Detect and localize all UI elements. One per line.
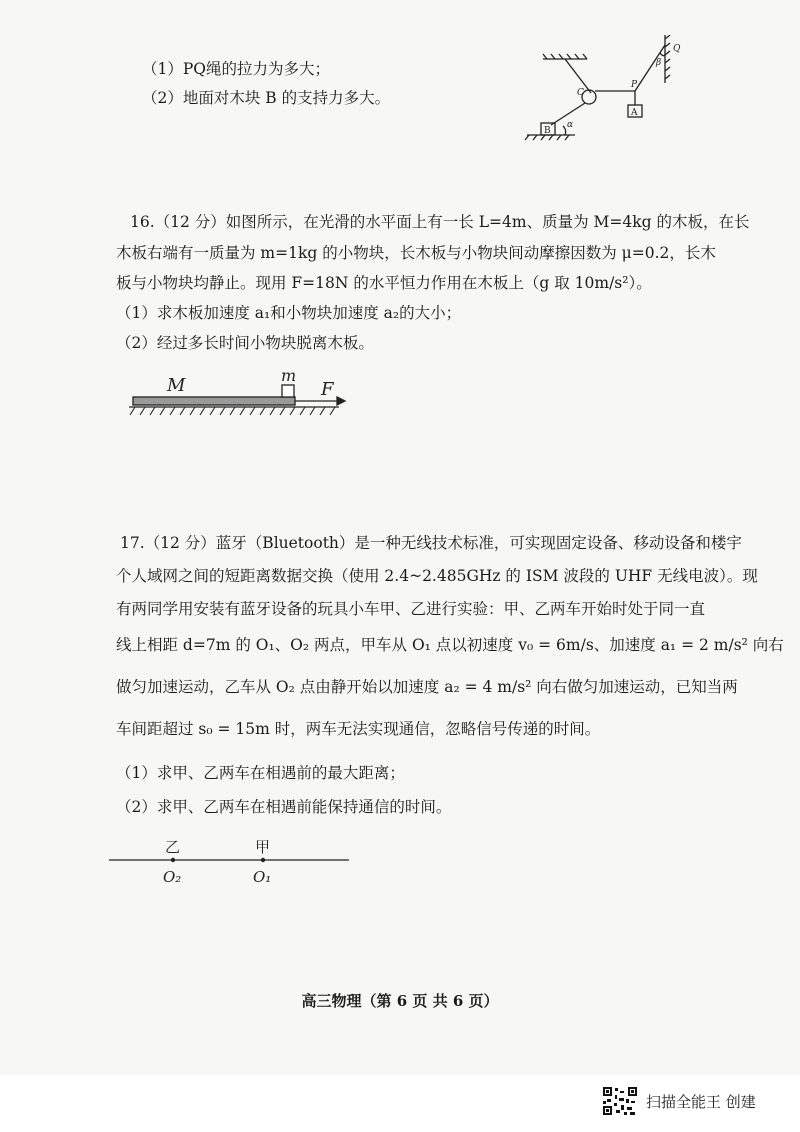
q17-line1: 17.（12 分）蓝牙（Bluetooth）是一种无线技术标准，可实现固定设备、移动设备和楼宇 (120, 534, 742, 552)
q16-part1: （1）求木板加速度 a₁和小物块加速度 a₂的大小； (116, 304, 462, 322)
watermark-text: 扫描全能王 创建 (646, 1092, 756, 1111)
label-beta: β (656, 58, 662, 68)
q17-line2: 个人域网之间的短距离数据交换（使用 2.4~2.485GHz 的 ISM 波段的 UHF 无线电波）。现 (116, 567, 758, 585)
label-alpha: α (567, 120, 574, 130)
q15-part2: （2）地面对木块 B 的支持力多大。 (142, 89, 391, 107)
q16-line1: 16.（12 分）如图所示，在光滑的水平面上有一长 L=4m、质量为 M=4kg 的木板，在长 (130, 213, 750, 231)
q16-figure (125, 365, 355, 425)
label-b: B (544, 126, 551, 136)
label-yi: 乙 (165, 838, 181, 856)
label-m: m (281, 366, 297, 385)
label-a: A (631, 108, 638, 118)
label-p: P (631, 80, 638, 90)
label-M: M (167, 375, 186, 396)
label-F: F (321, 379, 334, 400)
q16-part2: （2）经过多长时间小物块脱离木板。 (116, 334, 374, 352)
q17-figure (105, 830, 355, 895)
scanner-watermark (602, 1086, 756, 1116)
label-jia: 甲 (255, 838, 271, 856)
label-q: Q (673, 44, 681, 54)
q17-line6: 车间距超过 s₀ = 15m 时，两车无法实现通信，忽略信号传递的时间。 (116, 720, 601, 738)
q15-part1: （1）PQ绳的拉力为多大； (142, 60, 330, 78)
label-O2: O₂ (163, 868, 182, 886)
label-c: C (577, 88, 584, 98)
qr-code-icon (602, 1086, 638, 1116)
q17-line5: 做匀加速运动，乙车从 O₂ 点由静开始以加速度 a₂ = 4 m/s² 向右做匀加速运动，已知当两 (116, 678, 738, 696)
q15-figure (515, 35, 705, 150)
page-footer: 高三物理（第 6 页 共 6 页） (301, 992, 499, 1010)
q16-line2: 木板右端有一质量为 m=1kg 的小物块，长木板与小物块间动摩擦因数为 μ=0.2，长木 (116, 244, 716, 262)
q17-part2: （2）求甲、乙两车在相遇前能保持通信的时间。 (116, 798, 452, 816)
q17-part1: （1）求甲、乙两车在相遇前的最大距离； (116, 764, 405, 782)
label-O1: O₁ (253, 868, 272, 886)
q17-line3: 有两同学用安装有蓝牙设备的玩具小车甲、乙进行实验：甲、乙两车开始时处于同一直 (116, 600, 706, 618)
q17-line4: 线上相距 d=7m 的 O₁、O₂ 两点，甲车从 O₁ 点以初速度 v₀ = 6m/s、加速度 a₁ = 2 m/s² 向右 (116, 636, 784, 654)
q16-line3: 板与小物块均静止。现用 F=18N 的水平恒力作用在木板上（g 取 10m/s²）。 (116, 274, 652, 292)
